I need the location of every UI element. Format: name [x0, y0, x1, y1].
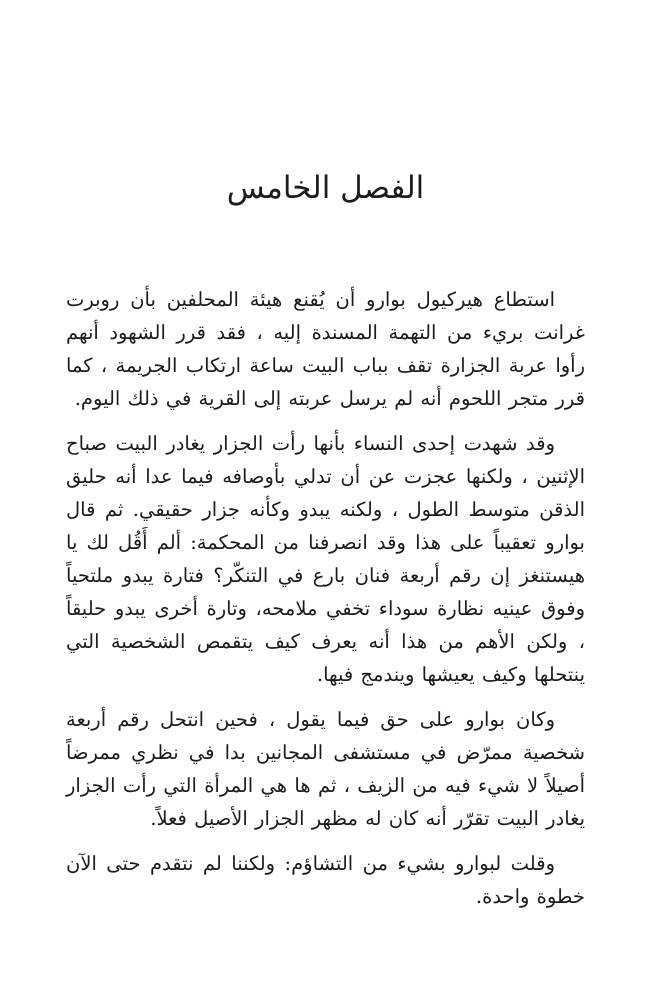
- chapter-title: الفصل الخامس: [226, 170, 425, 206]
- paragraph-1: استطاع هيركيول بوارو أن يُقنع هيئة المحلفين بأن روبرت غرانت بريء من التهمة المسندة إليه ، فقد قرر الشهود أنهم رأوا عربة الجزارة تقف بباب البيت ساعة ارتكاب الجريمة ، كما قرر متجر اللحوم أنه لم يرسل عربته إلى القرية في ذلك اليوم.: [66, 288, 585, 410]
- paragraph-2: وقد شهدت إحدى النساء بأنها رأت الجزار يغادر البيت صباح الإثنين ، ولكنها عجزت عن أن تدلي بأوصافه فيما عدا أنه حليق الذقن متوسط الطول ، ولكنه يبدو وكأنه جزار حقيقي. ثم قال بوارو تعقيباً على هذا وقد انصرفنا من المحكمة: ألم أَقُل لك يا هيستنغز إن رقم أربعة فنان بارع في التنكّر؟ فتارة يبدو ملتحياً وفوق عينيه نظارة سوداء تخفي ملامحه، وتارة أخرى يبدو حليقاً ، ولكن الأهم من هذا أنه يعرف كيف يتقمص الشخصية التي ينتحلها وكيف يعيشها ويندمج فيها.: [66, 432, 585, 686]
- chapter-body: [66, 283, 585, 925]
- paragraph-4: وقلت لبوارو بشيء من التشاؤم: ولكننا لم نتقدم حتى الآن خطوة واحدة.: [66, 852, 585, 908]
- paragraph-3: وكان بوارو على حق فيما يقول ، فحين انتحل رقم أربعة شخصية ممرّض في مستشفى المجانين بدا في نظري ممرضاً أصيلاً لا شيء فيه من الزيف ، ثم ها هي المرأة التي رأت الجزار يغادر البيت تقرّر أنه كان له مظهر الجزار الأصيل فعلاً.: [66, 708, 585, 830]
